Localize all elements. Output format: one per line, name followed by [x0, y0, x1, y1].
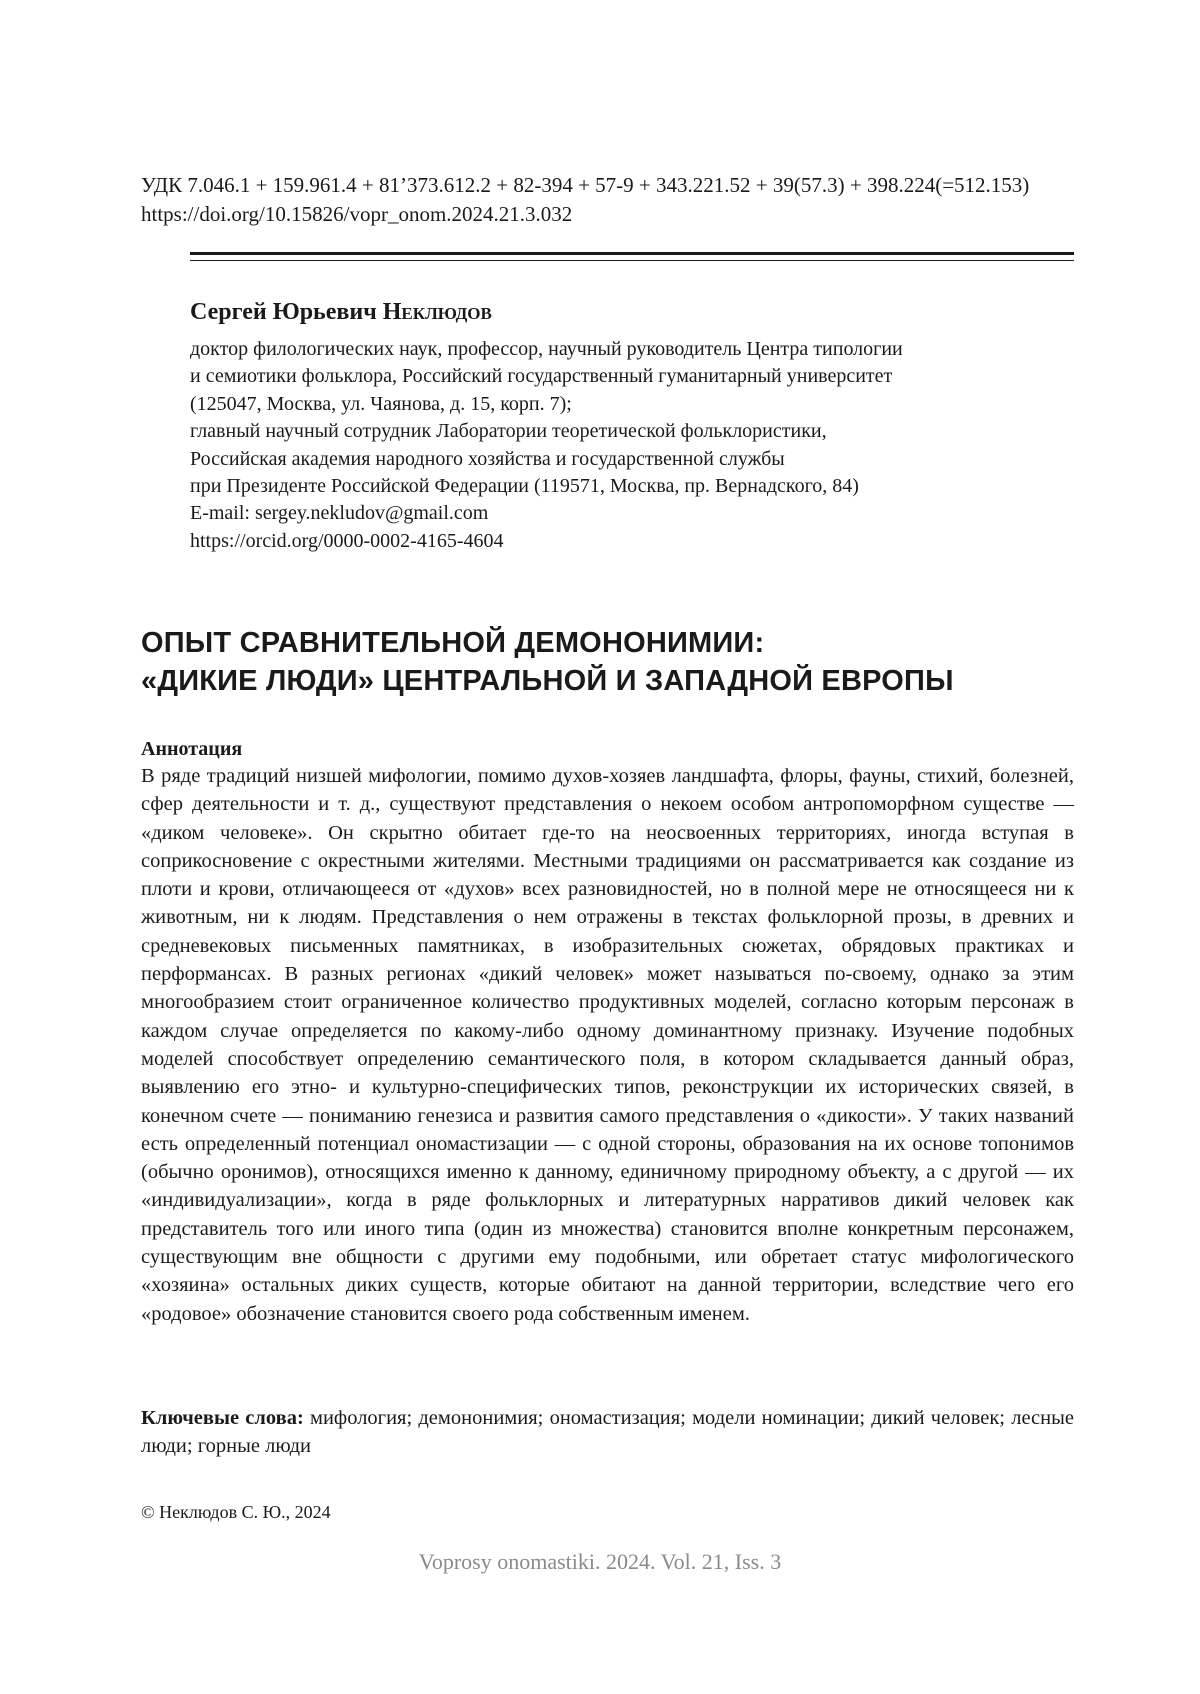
author-name	[190, 296, 1070, 328]
article-title-line-2: «ДИКИЕ ЛЮДИ» ЦЕНТРАЛЬНОЙ И ЗАПАДНОЙ ЕВРОПЫ	[141, 665, 954, 697]
author-first-names: Сергей Юрьевич	[190, 299, 383, 325]
abstract-heading: Аннотация	[141, 738, 243, 760]
keywords	[141, 1404, 1074, 1461]
udc-code: УДК 7.046.1 + 159.961.4 + 81’373.612.2 + 82-394 + 57-9 + 343.221.52 + 39(57.3) + 398.224(=512.153)	[141, 173, 1030, 197]
doi-link[interactable]: https://doi.org/10.15826/vopr_onom.2024.21.3.032	[141, 202, 573, 226]
copyright-notice: © Неклюдов С. Ю., 2024	[141, 1502, 331, 1522]
keywords-text: мифология; демононимия; ономастизация; модели номинации; дикий человек; лесные люди; горные люди	[141, 1407, 1074, 1458]
affiliation-line: (125047, Москва, ул. Чаянова, д. 15, корп. 7);	[190, 392, 572, 415]
affiliation-line: и семиотики фольклора, Российский государственный гуманитарный университет	[190, 365, 893, 388]
abstract-text: В ряде традиций низшей мифологии, помимо духов-хозяев ландшафта, флоры, фауны, стихий, болезней, сфер деятельности и т. д., существуют представления о некоем особом антропоморфном существе — «диком человеке». Он скрытно обитает где-то на неосвоенных территориях, иногда вступая в соприкосновение с окрестными жителями. Местными традициями он рассматривается как создание из плоти и крови, отличающееся от «духов» всех разновидностей, но в полной мере не относящееся ни к животным, ни к людям. Представления о нем отражены в текстах фольклорной прозы, в древних и средневековых письменных памятниках, в изобразительных сюжетах, обрядовых практиках и перформансах. В разных регионах «дикий человек» может называться по-своему, однако за этим многообразием стоит ограниченное количество продуктивных моделей, согласно которым персонаж в каждом случае определяется по какому-либо одному доминантному признаку. Изучение подобных моделей способствует определению семантического поля, в котором складывается данный образ, выявлению его этно- и культурно-специфических типов, реконструкции их исторических связей, в конечном счете — пониманию генезиса и развития самого представления о «дикости». У таких названий есть определенный потенциал ономастизации — с одной стороны, образования на их основе топонимов (обычно оронимов), относящихся именно к данному, единичному природному объекту, а с другой — их «индивидуализации», когда в ряде фольклорных и литературных нарративов дикий человек как представитель того или иного типа (один из множества) становится вполне конкретным персонажем, существующим вне общности с другими ему подобными, или обретает статус мифологического «хозяина» остальных диких существ, которые обитают на данной территории, вследствие чего его «родовое» обозначение становится своего рода собственным именем.	[141, 765, 1074, 1325]
affiliation-line: Российская академия народного хозяйства и государственной службы	[190, 447, 785, 470]
author-block	[190, 296, 1070, 555]
keywords-label: Ключевые слова:	[141, 1407, 304, 1429]
journal-footer: Voprosy onomastiki. 2024. Vol. 21, Iss. 3	[418, 1549, 782, 1574]
affiliation-line: доктор филологических наук, профессор, научный руководитель Центра типологии	[190, 338, 903, 360]
header-divider-thick	[190, 252, 1074, 255]
author-surname: Неклюдов	[382, 299, 492, 325]
article-title	[141, 624, 1081, 700]
author-email[interactable]: E-mail: sergey.nekludov@gmail.com	[190, 502, 489, 525]
header-divider-thin	[190, 260, 1074, 261]
article-title-line-1: ОПЫТ СРАВНИТЕЛЬНОЙ ДЕМОНОНИМИИ:	[141, 627, 765, 659]
affiliation-line: при Президенте Российской Федерации (119571, Москва, пр. Вернадского, 84)	[190, 475, 859, 498]
author-orcid[interactable]: https://orcid.org/0000-0002-4165-4604	[190, 529, 504, 552]
affiliation-line: главный научный сотрудник Лаборатории теоретической фольклористики,	[190, 420, 827, 443]
